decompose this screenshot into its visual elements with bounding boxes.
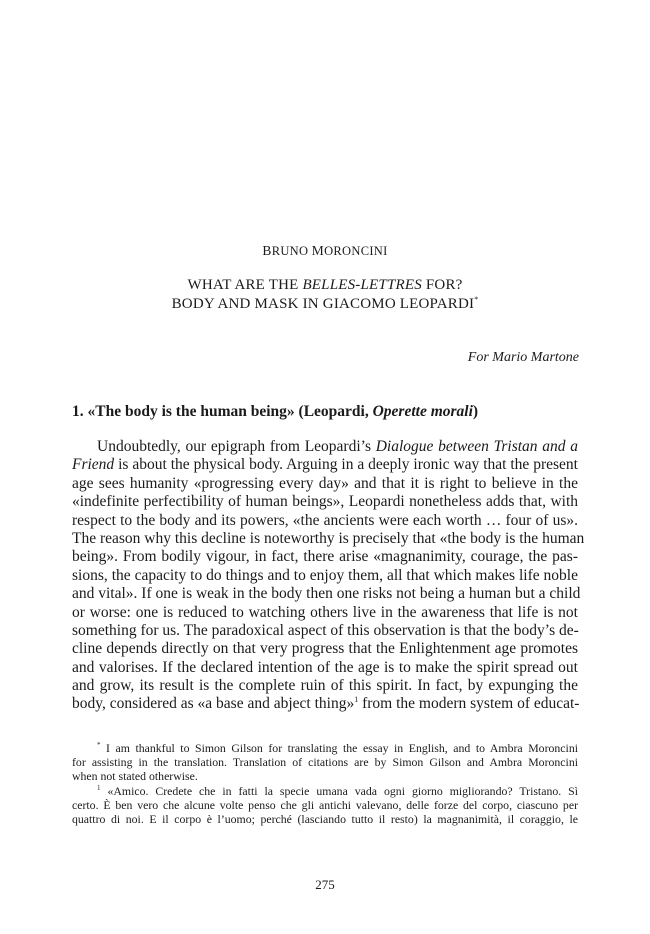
body-line: and valorises. If the declared intention of the age is to make the spirit spread out [72, 658, 578, 676]
body-line: cline depends directly on that very progress that the Enlightenment age promotes [72, 640, 578, 658]
footnote-line [72, 784, 578, 798]
body-line: and vital». If one is weak in the body then one risks not being a human but a child [72, 585, 581, 603]
footnote-mark: 1 [97, 783, 101, 792]
author-name [0, 243, 650, 259]
footnote-line: when not stated otherwise. [72, 769, 198, 784]
author-first-rest: RUNO [271, 244, 312, 258]
footnote-ref-1: 1 [354, 695, 359, 705]
footnote-mark: * [97, 741, 101, 750]
footnote-line [72, 741, 578, 755]
footnotes [72, 741, 578, 826]
body-italic-span: Dialogue between Tristan and a [375, 438, 578, 455]
footnote-line: for assisting in the translation. Translation of citations are by Simon Gilson and Ambra Moroncini [72, 755, 578, 770]
title-prefix: WHAT ARE THE [187, 277, 303, 293]
body-text-span: Undoubtedly, our epigraph from Leopardi’s [97, 438, 376, 455]
body-text-span: is about the physical body. Arguing in a deeply ironic way that the present [114, 456, 578, 474]
body-line [72, 438, 578, 456]
heading-end: ) [472, 403, 479, 420]
body-line: being». From bodily vigour, in fact, there arise «magnanimity, courage, the pas- [72, 548, 578, 566]
footnote-text: I am thankful to Simon Gilson for translating the essay in English, and to Ambra Moroncini [106, 741, 578, 755]
body-line: something for us. The paradoxical aspect of this observation is that the body’s de- [72, 621, 579, 639]
body-line: The reason why this decline is noteworthy is precisely that «the body is the human [72, 529, 585, 547]
body-line: respect to the body and its powers, «the ancients were each worth … four of us». [72, 511, 578, 529]
footnote-line: certo. È ben vero che alcune volte penso che gli antichi valevano, delle forze del corpo, ciascuno per [72, 797, 578, 812]
body-line: and grow, its result is the complete ruin of this spirit. In fact, by expunging the [72, 677, 578, 695]
article-title [0, 276, 650, 314]
body-line [72, 695, 578, 713]
body-line: «indefinite perfectibility of human beings», Leopardi nonetheless adds that, with [72, 493, 578, 511]
body-text-span: from the modern system of educat- [358, 695, 580, 713]
page-number: 275 [315, 877, 335, 892]
body-line: sions, the capacity to do things and to enjoy them, all that which makes life noble [72, 566, 578, 584]
body-text-span: body, considered as «a base and abject thing» [72, 695, 355, 713]
title-italic: BELLES-LETTRES [302, 277, 422, 293]
heading-italic: Operette morali [372, 403, 473, 420]
author-initial-last: M [311, 243, 325, 258]
body-italic-span: Friend [72, 456, 115, 474]
author-initial-first: B [262, 243, 272, 258]
dedication: For Mario Martone [467, 350, 579, 365]
heading-text: 1. «The body is the human being» (Leopardi, [72, 403, 373, 420]
body-paragraph [72, 438, 585, 714]
section-heading [72, 403, 478, 421]
body-line [72, 456, 578, 474]
body-line: age sees humanity «progressing every day» and that it is right to believe in the [72, 474, 578, 492]
footnote-line: quattro di noi. E il corpo è l’uomo; perché (lasciando tutto il resto) la magnanimità, il coraggio, le [72, 811, 578, 826]
title-footnote-mark: * [474, 295, 479, 304]
body-line: or worse: one is reduced to watching others live in the awareness that life is not [72, 603, 578, 621]
author-last-rest: ORONCINI [324, 244, 388, 258]
title-line-2-text: BODY AND MASK IN GIACOMO LEOPARDI [171, 296, 475, 312]
footnote-text: «Amico. Credete che in fatti la specie umana vada ogni giorno migliorando? Tristano. Sì [107, 783, 578, 798]
title-suffix: FOR? [421, 277, 463, 293]
title-line-2 [0, 295, 650, 314]
title-line-1 [0, 276, 650, 295]
